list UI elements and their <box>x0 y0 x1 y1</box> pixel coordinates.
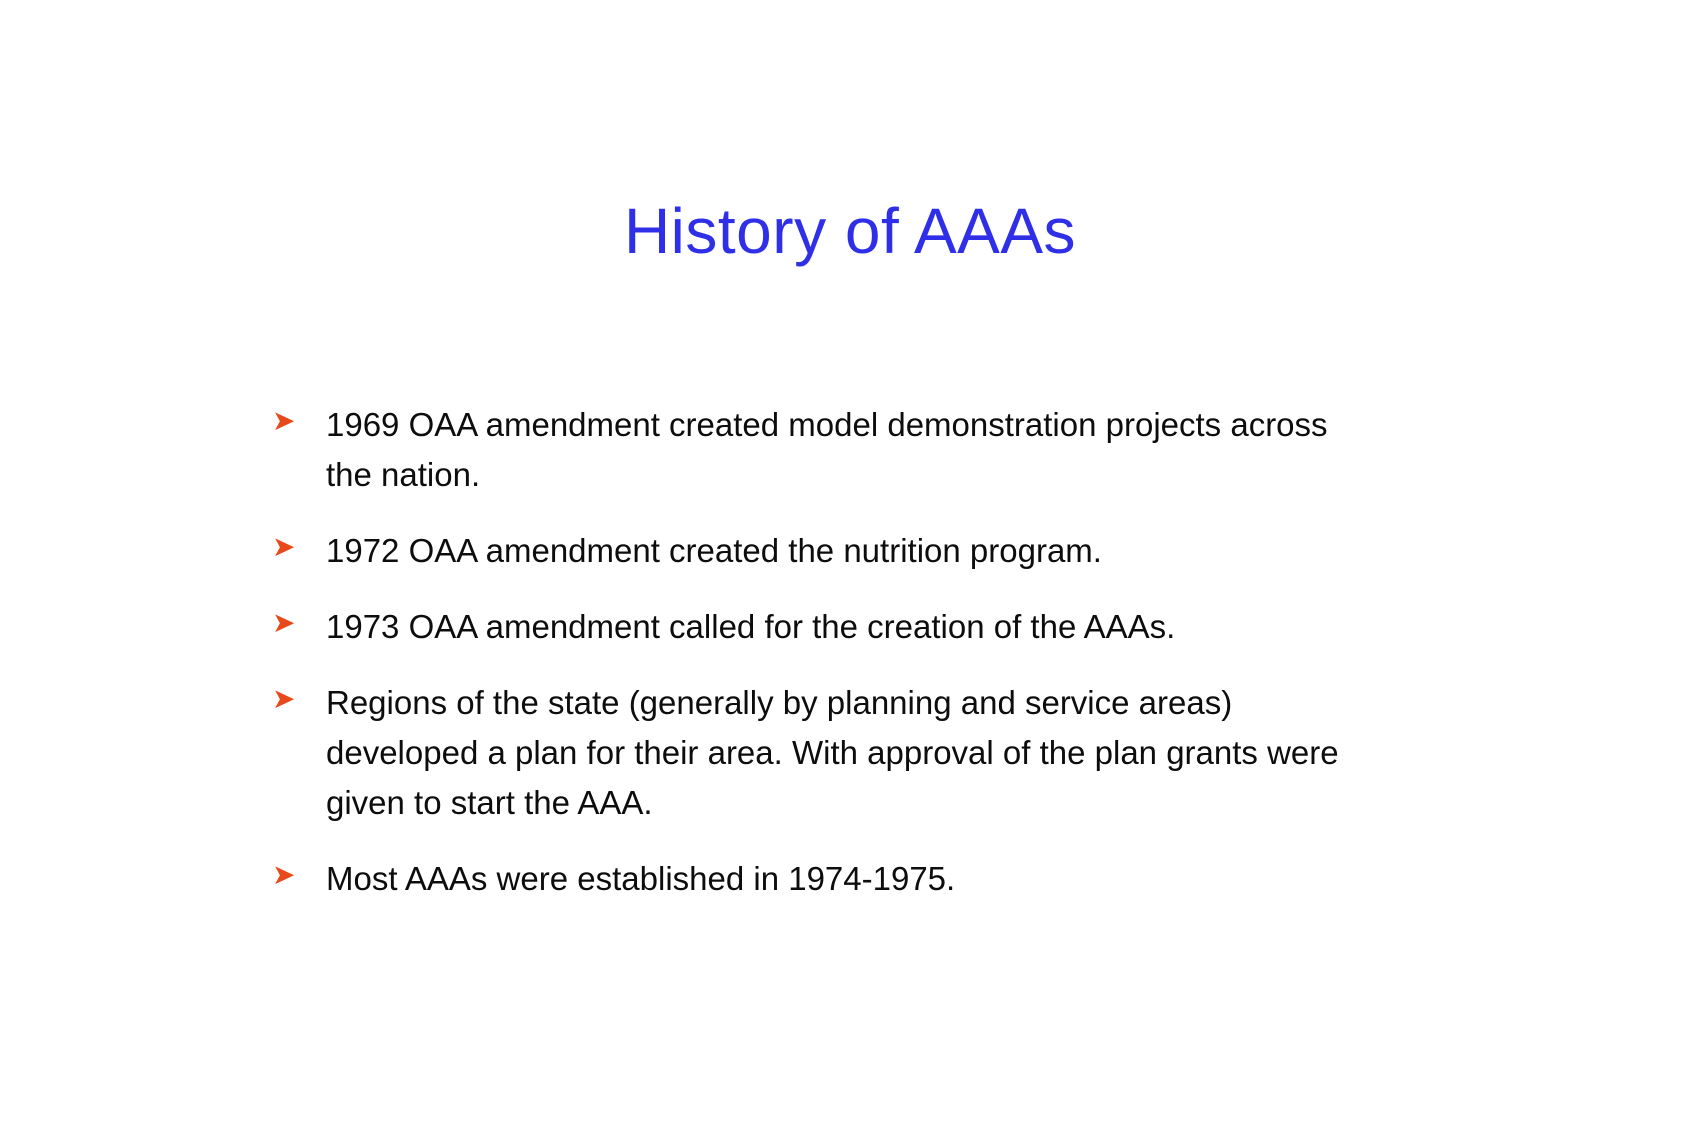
arrow-bullet-icon: ➤ <box>272 606 296 639</box>
list-item-text: Regions of the state (generally by planning and service areas) developed a plan for their area. With approval of the plan grants were given to start the AAA. <box>326 684 1339 821</box>
list-item <box>268 854 1368 904</box>
list-item-text: 1969 OAA amendment created model demonstration projects across the nation. <box>326 406 1328 493</box>
list-item-text: Most AAAs were established in 1974-1975. <box>326 860 956 897</box>
list-item <box>268 602 1368 652</box>
arrow-bullet-icon: ➤ <box>272 682 296 715</box>
arrow-bullet-icon: ➤ <box>272 858 296 891</box>
list-item-text: 1973 OAA amendment called for the creation of the AAAs. <box>326 608 1176 645</box>
bullet-list <box>268 400 1368 930</box>
list-item-text: 1972 OAA amendment created the nutrition program. <box>326 532 1102 569</box>
arrow-bullet-icon: ➤ <box>272 530 296 563</box>
list-item <box>268 526 1368 576</box>
list-item <box>268 400 1368 500</box>
page-title: History of AAAs <box>623 195 1077 267</box>
list-item <box>268 678 1368 828</box>
arrow-bullet-icon: ➤ <box>272 404 296 437</box>
